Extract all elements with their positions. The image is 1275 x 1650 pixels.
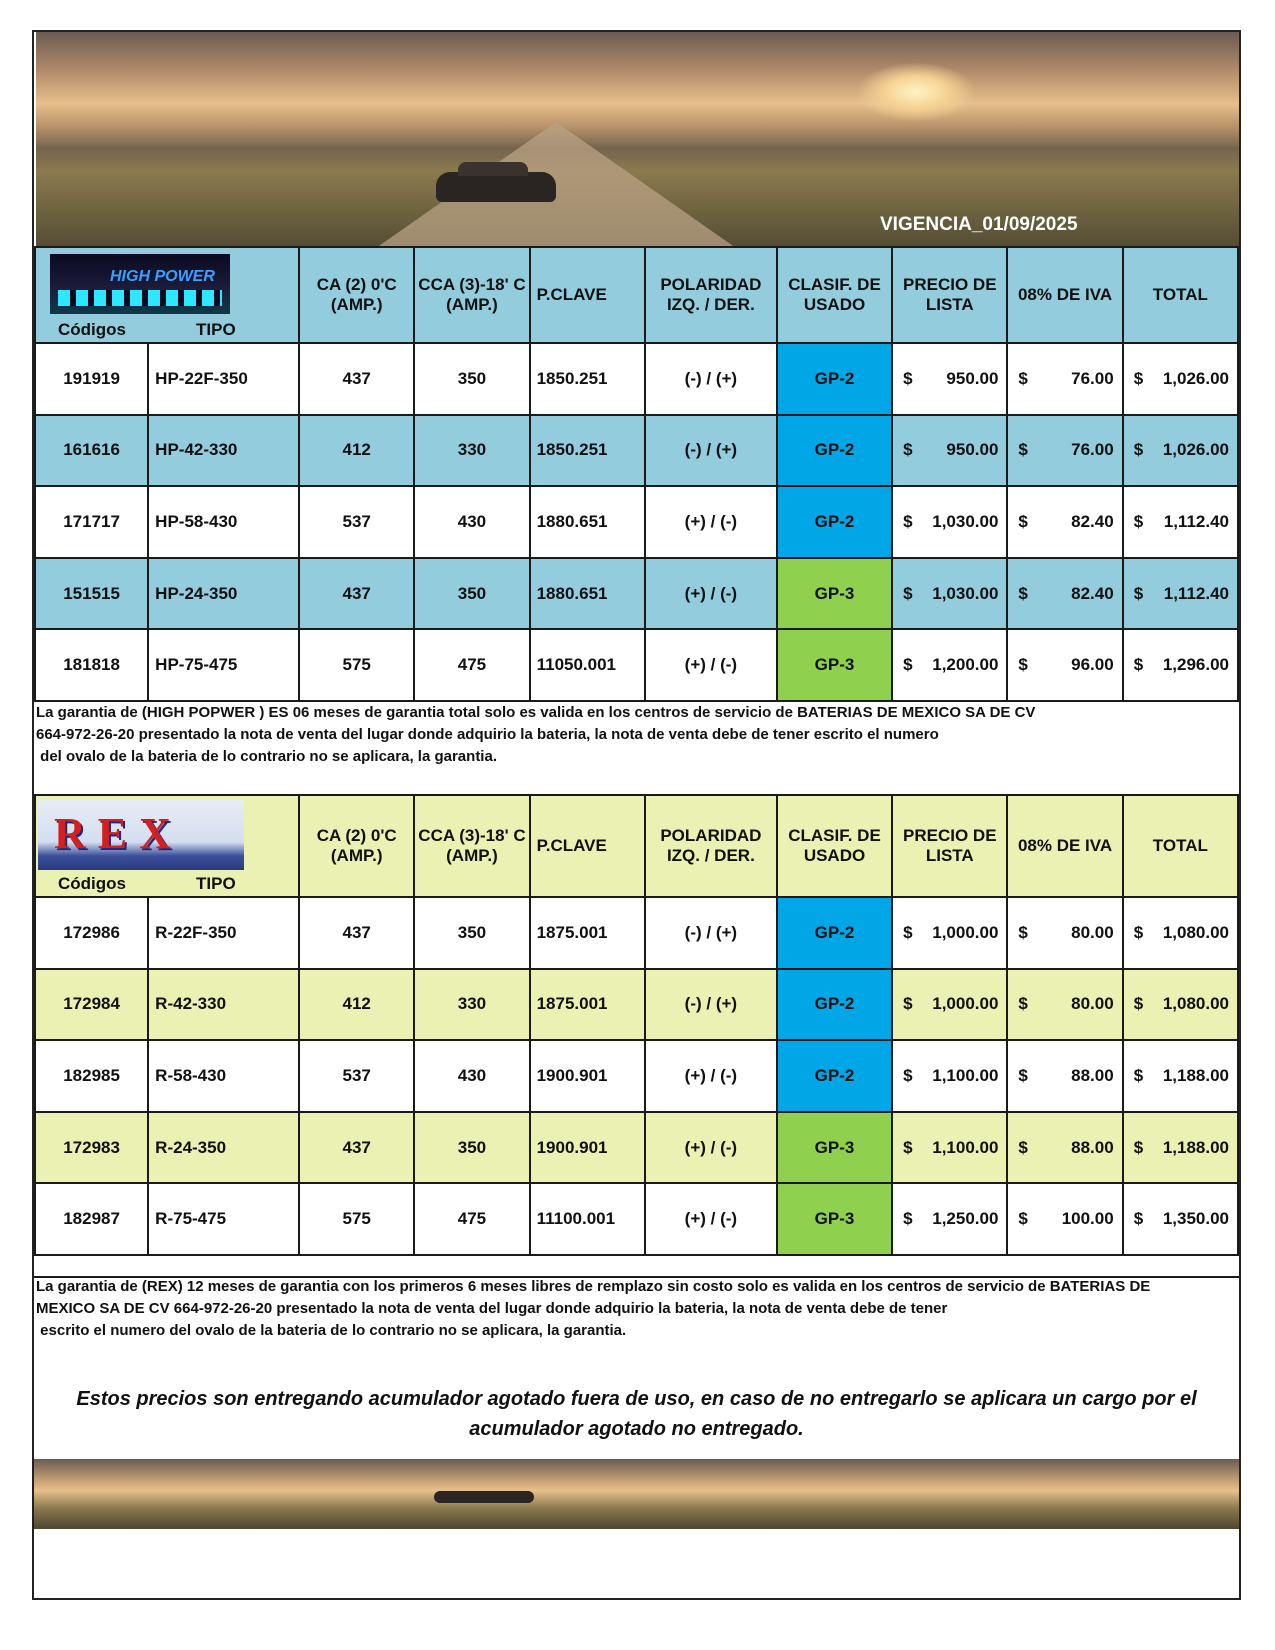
tipo-cell: R-24-350 [148, 1112, 299, 1184]
ca-cell: 575 [299, 1183, 414, 1255]
precio-cell [892, 1112, 1007, 1184]
currency-symbol: $ [903, 1065, 913, 1085]
total-value: 1,112.40 [1163, 511, 1229, 531]
vigencia-date: VIGENCIA_01/09/2025 [880, 214, 1078, 235]
polaridad-header: POLARIDAD IZQ. / DER. [645, 247, 777, 343]
rex-logo-text: REX [54, 809, 183, 858]
currency-symbol: $ [903, 511, 913, 531]
warranty-line: La garantia de (HIGH POPWER ) ES 06 meses de garantia total solo es valida en los centros de servicio de BATERIAS DE MEXICO SA DE CV [36, 704, 1036, 721]
ca-cell: 437 [299, 897, 414, 969]
currency-symbol: $ [1133, 655, 1144, 675]
rex-header-row [35, 795, 1238, 897]
currency-symbol: $ [1018, 922, 1028, 942]
road-image [356, 122, 756, 256]
high-power-header-row [35, 247, 1238, 343]
pclave-cell: 1900.901 [530, 1112, 645, 1184]
precio-cell [892, 629, 1007, 701]
iva-value: 82.40 [1071, 583, 1114, 603]
total-cell [1123, 558, 1238, 630]
ca-cell: 437 [299, 558, 414, 630]
cca-cell: 330 [414, 415, 529, 487]
cca-cell: 350 [414, 343, 529, 415]
codigo-cell: 181818 [35, 629, 148, 701]
currency-symbol: $ [1018, 994, 1028, 1014]
currency-symbol: $ [903, 440, 913, 460]
precio-header: PRECIO DE LISTA [892, 247, 1007, 343]
clasif-cell: GP-2 [777, 969, 892, 1041]
currency-symbol: $ [1133, 1137, 1144, 1157]
currency-symbol: $ [1018, 440, 1028, 460]
currency-symbol: $ [903, 1209, 913, 1229]
currency-symbol: $ [1018, 1137, 1028, 1157]
sunset-glow [856, 62, 976, 122]
ca-header: CA (2) 0'C (AMP.) [299, 795, 414, 897]
polaridad-cell: (-) / (+) [645, 897, 777, 969]
cca-cell: 430 [414, 1040, 529, 1112]
total-value: 1,350.00 [1162, 1209, 1229, 1229]
cca-cell: 430 [414, 486, 529, 558]
iva-cell [1007, 558, 1122, 630]
codigo-cell: 161616 [35, 415, 148, 487]
polaridad-cell: (+) / (-) [645, 1040, 777, 1112]
table-row [35, 1112, 1238, 1184]
precio-cell [892, 1040, 1007, 1112]
total-cell [1123, 415, 1238, 487]
codigos-label: Códigos [58, 874, 126, 893]
currency-symbol: $ [903, 583, 913, 603]
high-power-logo [50, 254, 230, 314]
codigo-cell: 151515 [35, 558, 148, 630]
tipo-cell: R-75-475 [148, 1183, 299, 1255]
tipo-label: TIPO [196, 874, 236, 893]
codigos-label: Códigos [58, 320, 126, 339]
precio-value: 1,000.00 [932, 922, 999, 942]
codigo-cell: 172983 [35, 1112, 148, 1184]
tipo-cell: HP-24-350 [148, 558, 299, 630]
tipo-cell: HP-75-475 [148, 629, 299, 701]
codigo-cell: 171717 [35, 486, 148, 558]
iva-value: 88.00 [1071, 1137, 1114, 1157]
total-header: TOTAL [1123, 247, 1238, 343]
rex-logo-cell [35, 795, 299, 897]
pclave-cell: 1880.651 [530, 486, 645, 558]
clasif-cell: GP-2 [777, 1040, 892, 1112]
clasif-cell: GP-3 [777, 629, 892, 701]
total-value: 1,296.00 [1162, 655, 1229, 675]
currency-symbol: $ [1018, 1209, 1028, 1229]
pclave-cell: 1850.251 [530, 343, 645, 415]
table-row [35, 1040, 1238, 1112]
table-row [35, 486, 1238, 558]
polaridad-cell: (-) / (+) [645, 343, 777, 415]
table-row [35, 415, 1238, 487]
iva-value: 80.00 [1071, 994, 1114, 1014]
tipo-cell: R-58-430 [148, 1040, 299, 1112]
total-value: 1,080.00 [1162, 922, 1229, 942]
polaridad-cell: (+) / (-) [645, 486, 777, 558]
clasif-cell: GP-3 [777, 1183, 892, 1255]
currency-symbol: $ [903, 922, 913, 942]
precio-value: 950.00 [946, 440, 999, 460]
total-cell [1123, 1112, 1238, 1184]
currency-symbol: $ [903, 1137, 913, 1157]
iva-cell [1007, 486, 1122, 558]
table-row [35, 897, 1238, 969]
tipo-cell: HP-42-330 [148, 415, 299, 487]
pclave-cell: 1900.901 [530, 1040, 645, 1112]
precio-value: 1,200.00 [932, 655, 999, 675]
ca-cell: 537 [299, 486, 414, 558]
pclave-cell: 1850.251 [530, 415, 645, 487]
warranty-line: escrito el numero del ovalo de la bateria de lo contrario no se aplicara, la garantia. [36, 1322, 627, 1339]
polaridad-cell: (-) / (+) [645, 969, 777, 1041]
iva-cell [1007, 343, 1122, 415]
precio-value: 1,100.00 [932, 1065, 999, 1085]
iva-value: 76.00 [1071, 368, 1114, 388]
cca-cell: 475 [414, 629, 529, 701]
cca-header: CCA (3)-18' C (AMP.) [414, 795, 529, 897]
polaridad-cell: (+) / (-) [645, 558, 777, 630]
table-row [35, 629, 1238, 701]
currency-symbol: $ [1018, 368, 1028, 388]
total-header: TOTAL [1123, 795, 1238, 897]
table-row [35, 558, 1238, 630]
total-cell [1123, 1183, 1238, 1255]
cca-cell: 330 [414, 969, 529, 1041]
currency-symbol: $ [1133, 994, 1144, 1014]
clasif-cell: GP-3 [777, 558, 892, 630]
precio-value: 1,030.00 [932, 511, 999, 531]
warranty-line: 664-972-26-20 presentado la nota de venta del lugar donde adquirio la bateria, la nota de venta debe de tener escrito el numero [36, 726, 939, 743]
polaridad-cell: (-) / (+) [645, 415, 777, 487]
polaridad-header: POLARIDAD IZQ. / DER. [645, 795, 777, 897]
precio-cell [892, 486, 1007, 558]
total-cell [1123, 486, 1238, 558]
rex-logo [38, 800, 244, 870]
iva-cell [1007, 1112, 1122, 1184]
warranty-line: La garantia de (REX) 12 meses de garantia con los primeros 6 meses libres de remplazo sin costo solo es valida en los centros de servicio de BATERIAS DE [36, 1278, 1151, 1295]
total-cell [1123, 897, 1238, 969]
cca-cell: 475 [414, 1183, 529, 1255]
precio-cell [892, 558, 1007, 630]
tipo-label: TIPO [196, 320, 236, 339]
iva-value: 76.00 [1071, 440, 1114, 460]
header-banner-image [36, 32, 1239, 256]
pclave-header: P.CLAVE [530, 247, 645, 343]
iva-value: 100.00 [1061, 1209, 1114, 1229]
warranty-line: del ovalo de la bateria de lo contrario no se aplicara, la garantia. [36, 748, 497, 765]
table-row [35, 343, 1238, 415]
polaridad-cell: (+) / (-) [645, 629, 777, 701]
currency-symbol: $ [1133, 440, 1144, 460]
total-cell [1123, 1040, 1238, 1112]
precio-cell [892, 415, 1007, 487]
iva-cell [1007, 629, 1122, 701]
precio-cell [892, 969, 1007, 1041]
tipo-cell: R-22F-350 [148, 897, 299, 969]
precio-value: 1,100.00 [932, 1137, 999, 1157]
car-image [434, 1491, 534, 1503]
iva-value: 82.40 [1071, 511, 1114, 531]
codigo-cell: 182987 [35, 1183, 148, 1255]
ca-cell: 575 [299, 629, 414, 701]
iva-header: 08% DE IVA [1007, 247, 1122, 343]
iva-cell [1007, 415, 1122, 487]
codigo-cell: 182985 [35, 1040, 148, 1112]
currency-symbol: $ [1133, 511, 1144, 531]
high-power-logo-cell [35, 247, 299, 343]
pclave-cell: 11100.001 [530, 1183, 645, 1255]
currency-symbol: $ [903, 994, 913, 1014]
precio-cell [892, 343, 1007, 415]
currency-symbol: $ [1133, 922, 1144, 942]
precio-value: 1,030.00 [932, 583, 999, 603]
currency-symbol: $ [1133, 1209, 1144, 1229]
precio-value: 950.00 [946, 368, 999, 388]
pclave-cell: 11050.001 [530, 629, 645, 701]
cca-cell: 350 [414, 1112, 529, 1184]
pclave-header: P.CLAVE [530, 795, 645, 897]
precio-value: 1,250.00 [932, 1209, 999, 1229]
iva-value: 88.00 [1071, 1065, 1114, 1085]
currency-symbol: $ [903, 368, 913, 388]
precio-cell [892, 1183, 1007, 1255]
codigo-cell: 172984 [35, 969, 148, 1041]
precio-value: 1,000.00 [932, 994, 999, 1014]
iva-cell [1007, 897, 1122, 969]
high-power-table [34, 246, 1239, 702]
currency-symbol: $ [1133, 1065, 1144, 1085]
total-cell [1123, 343, 1238, 415]
total-value: 1,080.00 [1162, 994, 1229, 1014]
iva-cell [1007, 1040, 1122, 1112]
iva-cell [1007, 1183, 1122, 1255]
clasif-cell: GP-3 [777, 1112, 892, 1184]
rex-table [34, 794, 1239, 1256]
tipo-cell: R-42-330 [148, 969, 299, 1041]
currency-symbol: $ [1018, 1065, 1028, 1085]
price-sheet [32, 30, 1241, 1600]
table-row [35, 1183, 1238, 1255]
currency-symbol: $ [1018, 655, 1028, 675]
total-cell [1123, 629, 1238, 701]
codigo-cell: 191919 [35, 343, 148, 415]
ca-cell: 437 [299, 343, 414, 415]
precio-cell [892, 897, 1007, 969]
clasif-cell: GP-2 [777, 897, 892, 969]
currency-symbol: $ [1133, 368, 1144, 388]
tipo-cell: HP-22F-350 [148, 343, 299, 415]
tipo-cell: HP-58-430 [148, 486, 299, 558]
polaridad-cell: (+) / (-) [645, 1112, 777, 1184]
cca-header: CCA (3)-18' C (AMP.) [414, 247, 529, 343]
iva-value: 80.00 [1071, 922, 1114, 942]
total-value: 1,188.00 [1162, 1065, 1229, 1085]
clasif-cell: GP-2 [777, 343, 892, 415]
total-value: 1,188.00 [1162, 1137, 1229, 1157]
ca-header: CA (2) 0'C (AMP.) [299, 247, 414, 343]
currency-symbol: $ [1018, 583, 1028, 603]
cca-cell: 350 [414, 897, 529, 969]
clasif-cell: GP-2 [777, 486, 892, 558]
total-value: 1,112.40 [1163, 583, 1229, 603]
iva-header: 08% DE IVA [1007, 795, 1122, 897]
clasif-header: CLASIF. DE USADO [777, 247, 892, 343]
currency-symbol: $ [903, 655, 913, 675]
total-cell [1123, 969, 1238, 1041]
high-power-logo-text: HIGH POWER [110, 268, 215, 285]
car-image [436, 172, 556, 202]
price-notice: Estos precios son entregando acumulador agotado fuera de uso, en caso de no entregarlo se aplicara un cargo por el acumulador agotado no entregado. [76, 1388, 1197, 1440]
total-value: 1,026.00 [1162, 368, 1229, 388]
rex-warranty-note [36, 1276, 1236, 1342]
total-value: 1,026.00 [1162, 440, 1229, 460]
pclave-cell: 1880.651 [530, 558, 645, 630]
pclave-cell: 1875.001 [530, 969, 645, 1041]
cca-cell: 350 [414, 558, 529, 630]
pclave-cell: 1875.001 [530, 897, 645, 969]
polaridad-cell: (+) / (-) [645, 1183, 777, 1255]
ca-cell: 412 [299, 415, 414, 487]
currency-symbol: $ [1133, 583, 1144, 603]
warranty-line: MEXICO SA DE CV 664-972-26-20 presentado la nota de venta del lugar donde adquirio la bateria, la nota de venta debe de tener [36, 1300, 948, 1317]
ca-cell: 537 [299, 1040, 414, 1112]
clasif-cell: GP-2 [777, 415, 892, 487]
high-power-warranty-note [36, 702, 1236, 768]
clasif-header: CLASIF. DE USADO [777, 795, 892, 897]
precio-header: PRECIO DE LISTA [892, 795, 1007, 897]
currency-symbol: $ [1018, 511, 1028, 531]
iva-cell [1007, 969, 1122, 1041]
ca-cell: 412 [299, 969, 414, 1041]
footer-banner-image [34, 1459, 1239, 1529]
iva-value: 96.00 [1071, 655, 1114, 675]
codigo-cell: 172986 [35, 897, 148, 969]
table-row [35, 969, 1238, 1041]
ca-cell: 437 [299, 1112, 414, 1184]
